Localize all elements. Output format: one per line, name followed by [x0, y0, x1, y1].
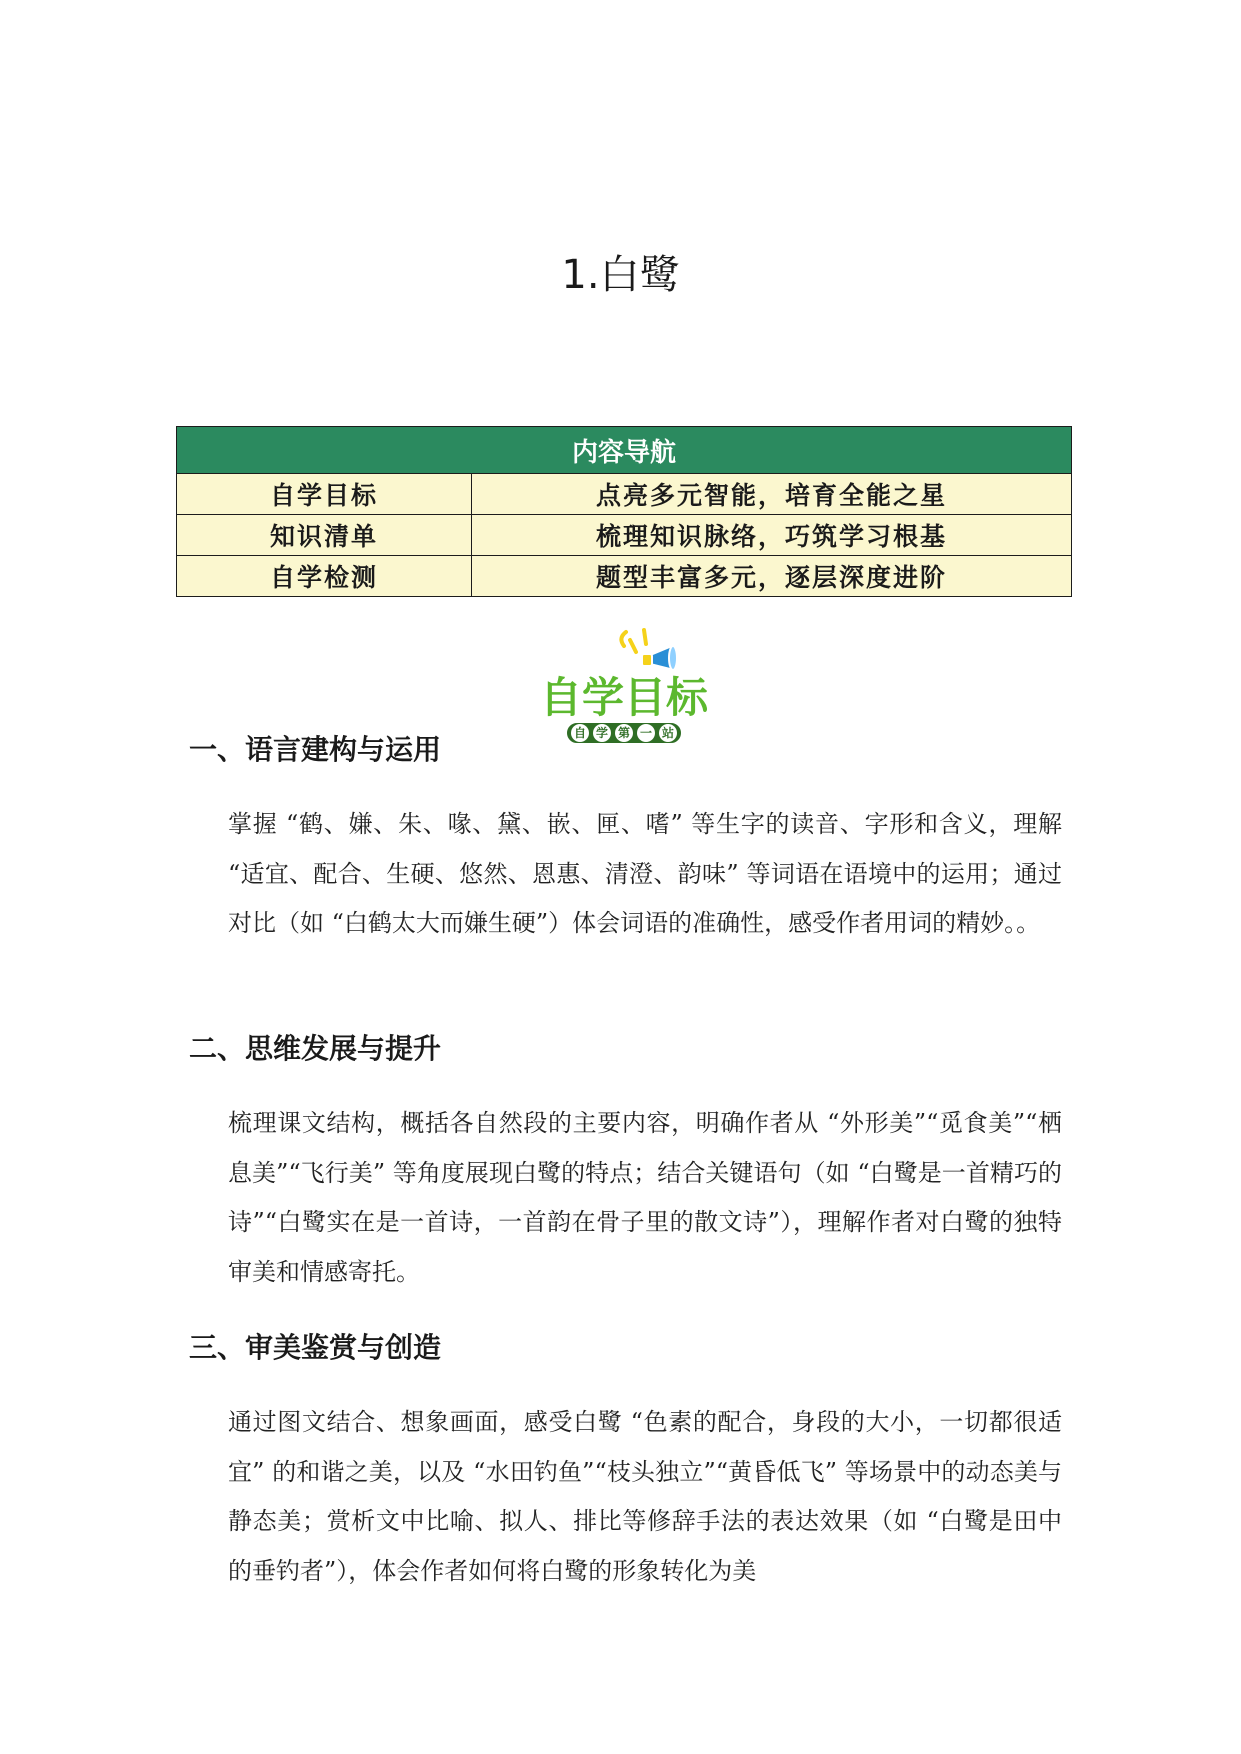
section-heading: 一、语言建构与运用: [189, 733, 442, 766]
sparkle-icon: [621, 630, 646, 652]
badge-sub-char: 一: [639, 726, 653, 740]
section-body: 掌握 “鹤、嫌、朱、喙、黛、嵌、匣、嗜” 等生字的读音、字形和含义，理解 “适宜、配合、生硬、悠然、恩惠、清澄、韵味” 等词语在语境中的运用；通过对比（如 “白鹤太大而嫌生硬”）体会词语的准确性，感受作者用词的精妙。。: [228, 810, 1062, 937]
badge-sub-char: 学: [595, 726, 609, 740]
nav-table-header-row: [177, 427, 1072, 474]
badge-sub-char: 自: [573, 726, 587, 740]
nav-table-row: [177, 556, 1072, 597]
nav-row-description: 点亮多元智能，培育全能之星: [472, 474, 1072, 515]
section-body: 通过图文结合、想象画面，感受白鹭 “色素的配合，身段的大小，一切都很适宜” 的和谐之美，以及 “水田钓鱼”“枝头独立”“黄昏低飞” 等场景中的动态美与静态美；赏析文中比喻、拟人、排比等修辞手法的表达效果（如 “白鹭是田中的垂钓者”），体会作者如何将白鹭的形象转化为美: [228, 1408, 1062, 1585]
badge-title: 自学目标: [539, 673, 709, 722]
page-title: 1.白鹭: [561, 252, 680, 298]
nav-table-row: [177, 515, 1072, 556]
section-body: 梳理课文结构，概括各自然段的主要内容，明确作者从 “外形美”“觅食美”“栖息美”“飞行美” 等角度展现白鹭的特点；结合关键语句（如 “白鹭是一首精巧的诗”“白鹭实在是一首诗，一首韵在骨子里的散文诗”），理解作者对白鹭的独特审美和情感寄托。: [228, 1109, 1062, 1286]
nav-row-label: 自学目标: [177, 474, 472, 515]
section-heading: 二、思维发展与提升: [189, 1032, 442, 1065]
nav-table-row: [177, 474, 1072, 515]
badge-sub-char: 第: [617, 726, 631, 740]
section-heading: 三、审美鉴赏与创造: [189, 1331, 442, 1364]
self-study-goal-badge: [526, 626, 722, 746]
content-navigation-table: [176, 426, 1072, 597]
nav-row-label: 知识清单: [177, 515, 472, 556]
badge-sub-char: 站: [661, 726, 675, 740]
megaphone-icon: [642, 646, 677, 670]
nav-row-label: 自学检测: [177, 556, 472, 597]
nav-row-description: 梳理知识脉络，巧筑学习根基: [472, 515, 1072, 556]
nav-table-header: 内容导航: [177, 427, 1072, 474]
nav-row-description: 题型丰富多元，逐层深度进阶: [472, 556, 1072, 597]
